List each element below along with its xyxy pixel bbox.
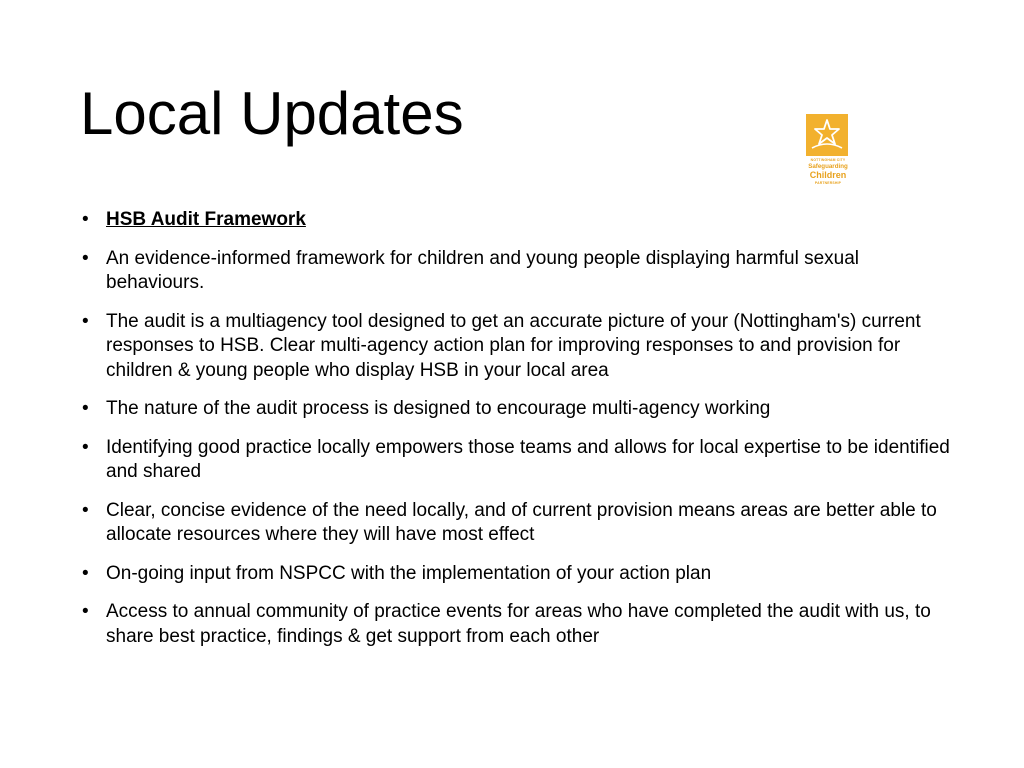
bullet-text: An evidence-informed framework for children and young people displaying harmful sexual behaviours. [106, 247, 860, 293]
bullet-item [80, 397, 950, 422]
bullet-text: The audit is a multiagency tool designed to get an accurate picture of your (Nottingham's) current responses to HSB. Clear multi-agency action plan for improving responses to and provision for children & young people who display HSB in your local area [106, 310, 921, 381]
bullet-dot-icon: • [82, 310, 89, 332]
bullet-dot-icon: • [82, 601, 89, 622]
bullet-text: The nature of the audit process is designed to encourage multi-agency working [106, 398, 771, 419]
star-figure-icon [806, 114, 848, 156]
bullet-dot-icon: • [82, 562, 89, 584]
bullet-text: On-going input from NSPCC with the implementation of your action plan [106, 562, 712, 584]
logo-line-1: NOTTINGHAM CITY [810, 158, 846, 162]
bullet-dot-icon: • [82, 398, 89, 419]
bullet-item [80, 247, 950, 296]
bullet-dot-icon: • [82, 209, 89, 230]
logo-line-4: PARTNERSHIP [814, 181, 842, 185]
logo-line-2: Safeguarding [808, 163, 848, 170]
bullet-item [80, 600, 950, 649]
partnership-logo [804, 112, 852, 188]
bullet-dot-icon: • [82, 436, 89, 458]
bullet-item-hsb-heading [80, 208, 950, 233]
bullet-item [80, 562, 950, 587]
bullet-text: Clear, concise evidence of the need locally, and of current provision means areas are better able to allocate resources where they will have most effect [106, 499, 937, 545]
bullet-heading-text: HSB Audit Framework [106, 209, 306, 230]
bullet-dot-icon: • [82, 247, 89, 269]
bullet-list [80, 208, 950, 663]
logo-line-3: Children [809, 170, 847, 180]
bullet-item [80, 436, 950, 485]
bullet-item [80, 499, 950, 548]
slide-title: Local Updates [80, 80, 464, 147]
bullet-dot-icon: • [82, 499, 89, 521]
bullet-text: Access to annual community of practice events for areas who have completed the audit with us, to share best practice, findings & get support from each other [106, 601, 931, 647]
bullet-text: Identifying good practice locally empowers those teams and allows for local expertise to be identified and shared [106, 436, 950, 482]
bullet-item [80, 310, 950, 384]
